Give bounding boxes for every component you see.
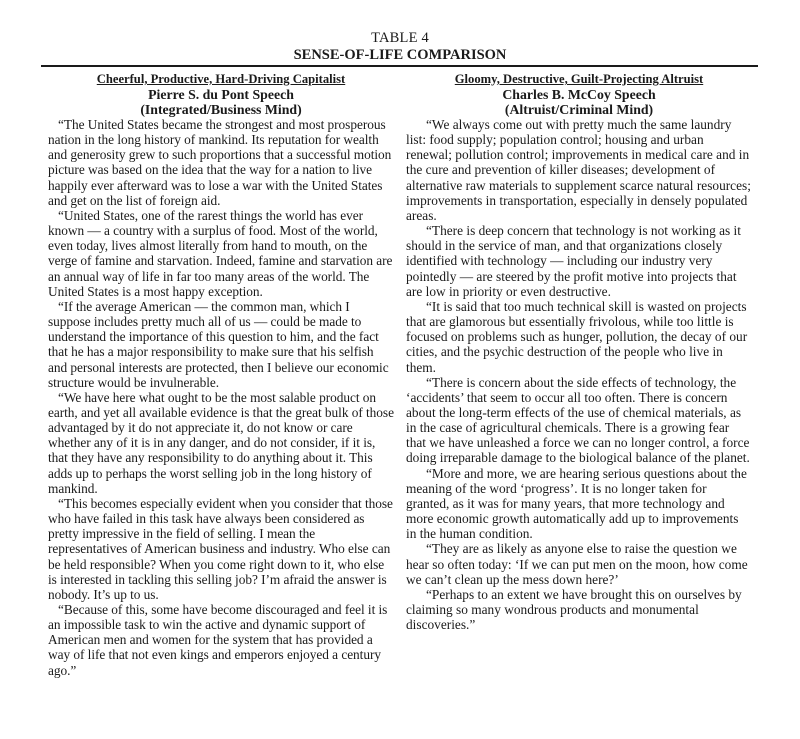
right-speaker: Charles B. McCoy Speech [502, 87, 656, 102]
right-paragraph: “It is said that too much technical skill is wasted on projects that are glamorous but essentially frivolous, while too little is focused on problems such as hunger, pollution, the decay of our cities, and the psychic destruction of the people who live in them. [406, 298, 748, 375]
right-heading: Gloomy, Destructive, Guilt-Projecting Altruist [454, 72, 704, 86]
right-paragraph: “They are as likely as anyone else to raise the question we hear so often today: ‘If we can put men on the moon, how come we can’t clean up the mess down here?’ [406, 541, 748, 587]
right-paragraph: “We always come out with pretty much the same laundry list: food supply; population control; housing and urban renewal; pollution control; improvements in medical care and in the cure and prevention of killer diseases; development of alternative raw materials to supplement scarce natural resources; improvements in transportation, especially in densely populated areas. [406, 117, 751, 223]
left-heading: Cheerful, Productive, Hard-Driving Capitalist [96, 72, 346, 86]
left-paragraph: “United States, one of the rarest things the world has ever known — a country with a surplus of food. Most of the world, even today, lives almost literally from hand to mouth, on the verge of famine and starvation. Indeed, famine and starvation are an annual way of life in far too many areas of the world. The United States is a most happy exception. [48, 207, 393, 299]
left-paragraph: “If the average American — the common man, which I suppose includes pretty much all of us — could be made to understand the importance of this question to him, and the fact that he has a major responsibility to make sure that his selfish and personal interests are protected, then I believe our economic structure would be invulnerable. [48, 298, 389, 390]
table-title: SENSE-OF-LIFE COMPARISON [293, 47, 507, 63]
right-paragraph: “More and more, we are hearing serious questions about the meaning of the word ‘progress’. It is no longer taken for granted, as it was for many years, that more technology and more economic growth automatically add up to improvements in the human condition. [406, 465, 747, 542]
left-body [48, 117, 394, 678]
left-column-header [48, 72, 394, 117]
left-paragraph: “Because of this, some have become discouraged and feel it is an impossible task to win the active and dynamic support of American men and women for the system that has provided a way of life that not even kings and emperors enjoyed a century ago.” [48, 602, 388, 678]
left-column [48, 72, 394, 678]
right-paragraph: “There is deep concern that technology is not working as it should in the service of man, and that organizations closely identified with technology — including our industry very pointedly — are steered by the profit motive into projects that are low in priority or even destructive. [406, 223, 741, 299]
left-paragraph: “The United States became the strongest and most prosperous nation in the long history of mankind. Its reputation for wealth and generosity grew to such proportions that a successful motion picture was based on the idea that the way for a nation to live happily ever afterward was to lose a war with the United States and get on the list of foreign aid. [48, 117, 392, 208]
right-column-header [406, 72, 752, 117]
left-paragraph: “We have here what ought to be the most salable product on earth, and yet all available evidence is that the great bulk of those advantaged by it do not appreciate it, do not know or care whether any of it is in any danger, and do not consider, if it is, that they have any responsibility to do anything about it. This adds up to perhaps the worst selling job in the long history of mankind. [48, 389, 394, 496]
left-mind: (Integrated/Business Mind) [140, 102, 302, 117]
table-number: TABLE 4 [371, 30, 429, 46]
right-body [406, 117, 752, 632]
left-speaker: Pierre S. du Pont Speech [148, 87, 294, 102]
right-mind: (Altruist/Criminal Mind) [504, 102, 654, 117]
right-paragraph: “There is concern about the side effects of technology, the ‘accidents’ that seem to occur all too often. There is concern about the long-term effects of the use of chemical materials, as in the case of agricultural chemicals. There is a growing fear that we have unleashed a force we can no longer control, a force doing irreparable damage to the biological balance of the planet. [406, 374, 750, 466]
right-column [406, 72, 752, 632]
right-paragraph: “Perhaps to an extent we have brought this on ourselves by claiming so many wondrous products and monumental discoveries.” [406, 586, 742, 633]
left-paragraph: “This becomes especially evident when you consider that those who have failed in this task have always been considered as pretty impressive in the field of selling. I mean the representatives of American business and industry. Who else can be held responsible? When you come right down to it, who else is interested in tackling this selling job? I’m afraid the answer is nobody. It’s up to us. [48, 495, 393, 602]
header-rule [41, 65, 758, 67]
